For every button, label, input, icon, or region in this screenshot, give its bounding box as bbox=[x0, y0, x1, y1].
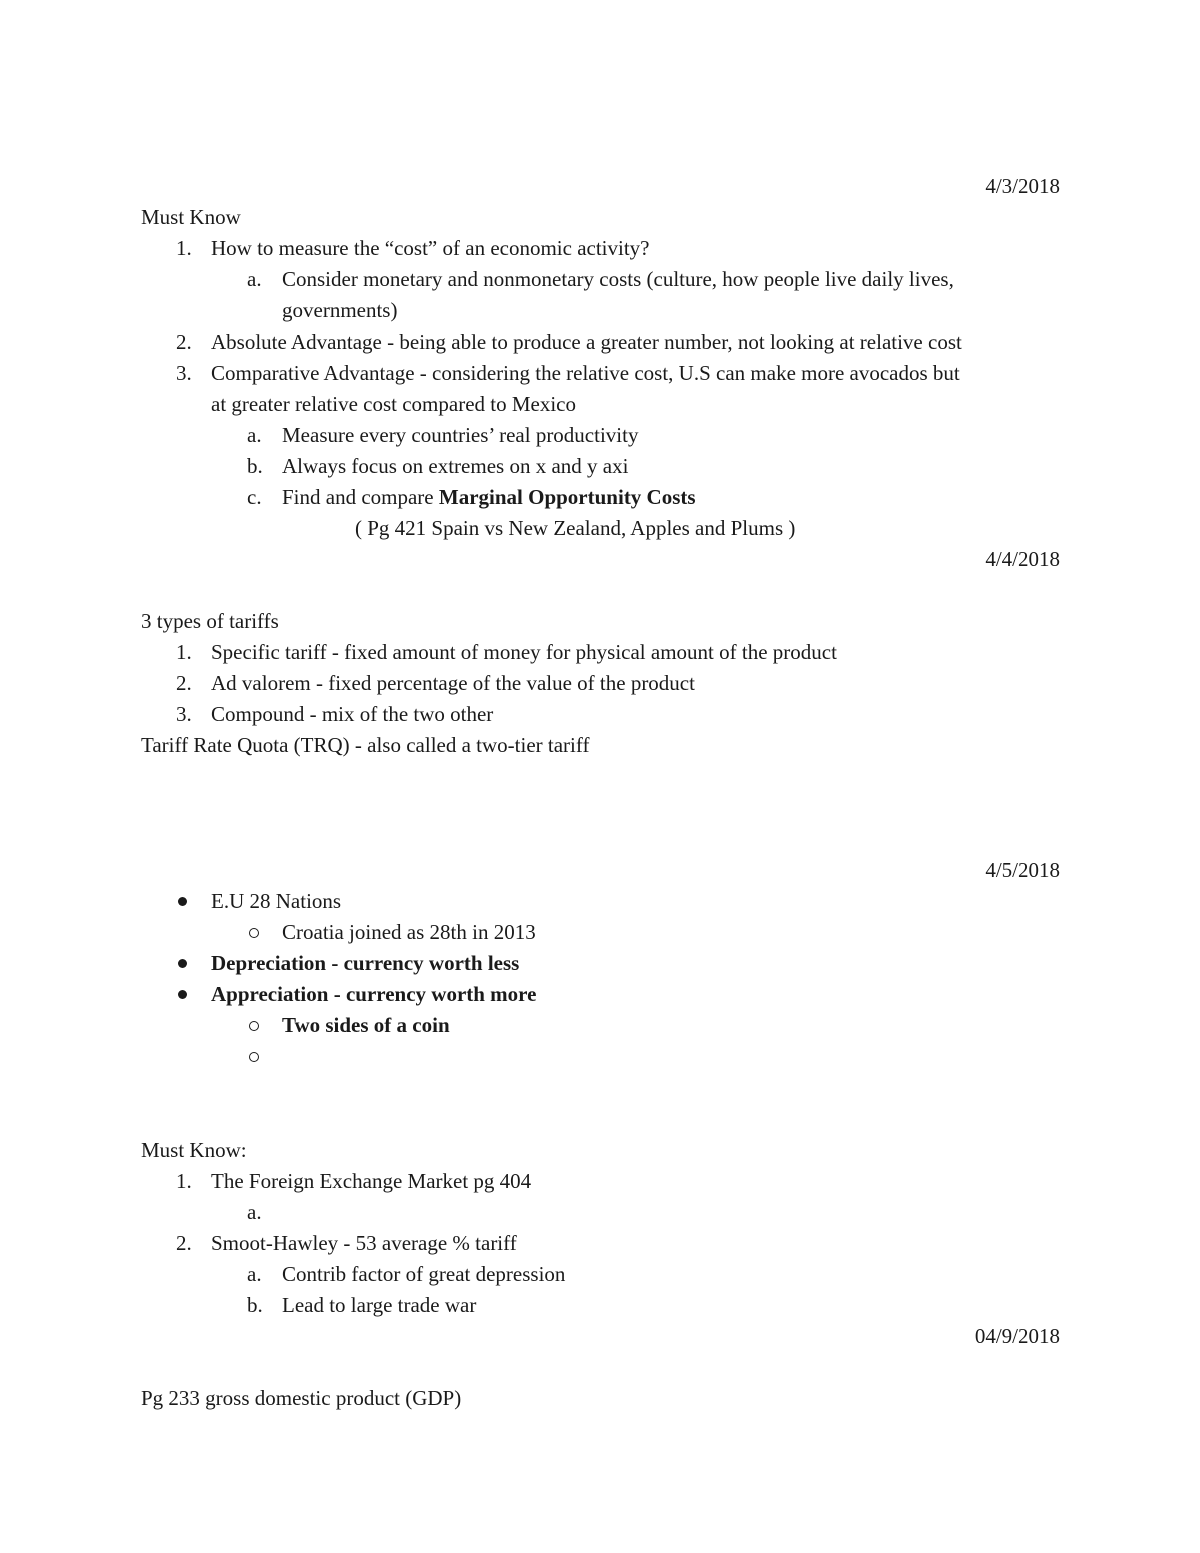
list-item: Ad valorem - fixed percentage of the value of the product bbox=[211, 671, 695, 695]
bold-term: Marginal Opportunity Costs bbox=[438, 485, 696, 509]
circle-marker bbox=[249, 1041, 261, 1072]
list-marker: 1. bbox=[176, 1169, 192, 1193]
list-marker: c. bbox=[247, 485, 262, 509]
list-item: Absolute Advantage - being able to produce a greater number, not looking at relative cost bbox=[211, 330, 962, 354]
page-reference-note: ( Pg 421 Spain vs New Zealand, Apples and Plums ) bbox=[355, 516, 796, 540]
gdp-line: Pg 233 gross domestic product (GDP) bbox=[141, 1386, 462, 1410]
list-marker: 2. bbox=[176, 330, 192, 354]
bullet-item: E.U 28 Nations bbox=[211, 889, 342, 913]
list-marker: a. bbox=[247, 267, 262, 291]
list-item: Comparative Advantage - considering the relative cost, U.S can make more avocados but bbox=[211, 361, 960, 385]
list-marker: 2. bbox=[176, 671, 192, 695]
sub-bullet-item: Croatia joined as 28th in 2013 bbox=[282, 920, 536, 944]
sub-list-item-continued: governments) bbox=[282, 298, 398, 322]
circle-marker bbox=[249, 1010, 261, 1041]
date-2: 4/4/2018 bbox=[985, 547, 1060, 571]
list-item-continued: at greater relative cost compared to Mexico bbox=[211, 392, 576, 416]
list-marker: 3. bbox=[176, 702, 192, 726]
sub-list-item-text: Find and compare bbox=[282, 485, 439, 509]
list-marker: a. bbox=[247, 1200, 262, 1224]
list-marker: b. bbox=[247, 1293, 263, 1317]
list-item: The Foreign Exchange Market pg 404 bbox=[211, 1169, 532, 1193]
date-3: 4/5/2018 bbox=[985, 858, 1060, 882]
date-4: 04/9/2018 bbox=[974, 1324, 1060, 1348]
sub-list-item: Measure every countries’ real productivity bbox=[282, 423, 639, 447]
date-1: 4/3/2018 bbox=[985, 174, 1060, 198]
heading-must-know: Must Know bbox=[141, 205, 241, 229]
heading-tariffs: 3 types of tariffs bbox=[141, 609, 279, 633]
sub-list-item: Consider monetary and nonmonetary costs (culture, how people live daily lives, bbox=[282, 267, 954, 291]
list-marker: 1. bbox=[176, 640, 192, 664]
sub-list-item: Lead to large trade war bbox=[282, 1293, 477, 1317]
list-marker: a. bbox=[247, 423, 262, 447]
trq-line: Tariff Rate Quota (TRQ) - also called a two-tier tariff bbox=[141, 733, 590, 757]
list-marker: a. bbox=[247, 1262, 262, 1286]
bullet-marker bbox=[178, 886, 190, 917]
list-marker: 2. bbox=[176, 1231, 192, 1255]
list-marker: 3. bbox=[176, 361, 192, 385]
heading-must-know-2: Must Know: bbox=[141, 1138, 247, 1162]
sub-list-item bbox=[282, 482, 696, 513]
list-item: Compound - mix of the two other bbox=[211, 702, 494, 726]
bullet-item-bold: Depreciation - currency worth less bbox=[211, 951, 520, 975]
circle-marker bbox=[249, 917, 261, 948]
list-item: Specific tariff - fixed amount of money for physical amount of the product bbox=[211, 640, 837, 664]
bullet-item-bold: Appreciation - currency worth more bbox=[211, 982, 537, 1006]
list-marker: b. bbox=[247, 454, 263, 478]
list-marker: 1. bbox=[176, 236, 192, 260]
sub-list-item: Contrib factor of great depression bbox=[282, 1262, 566, 1286]
bullet-marker bbox=[178, 979, 190, 1010]
bullet-marker bbox=[178, 948, 190, 979]
sub-list-item: Always focus on extremes on x and y axi bbox=[282, 454, 629, 478]
list-item: Smoot-Hawley - 53 average % tariff bbox=[211, 1231, 517, 1255]
sub-bullet-item-bold: Two sides of a coin bbox=[282, 1013, 450, 1037]
list-item: How to measure the “cost” of an economic activity? bbox=[211, 236, 650, 260]
